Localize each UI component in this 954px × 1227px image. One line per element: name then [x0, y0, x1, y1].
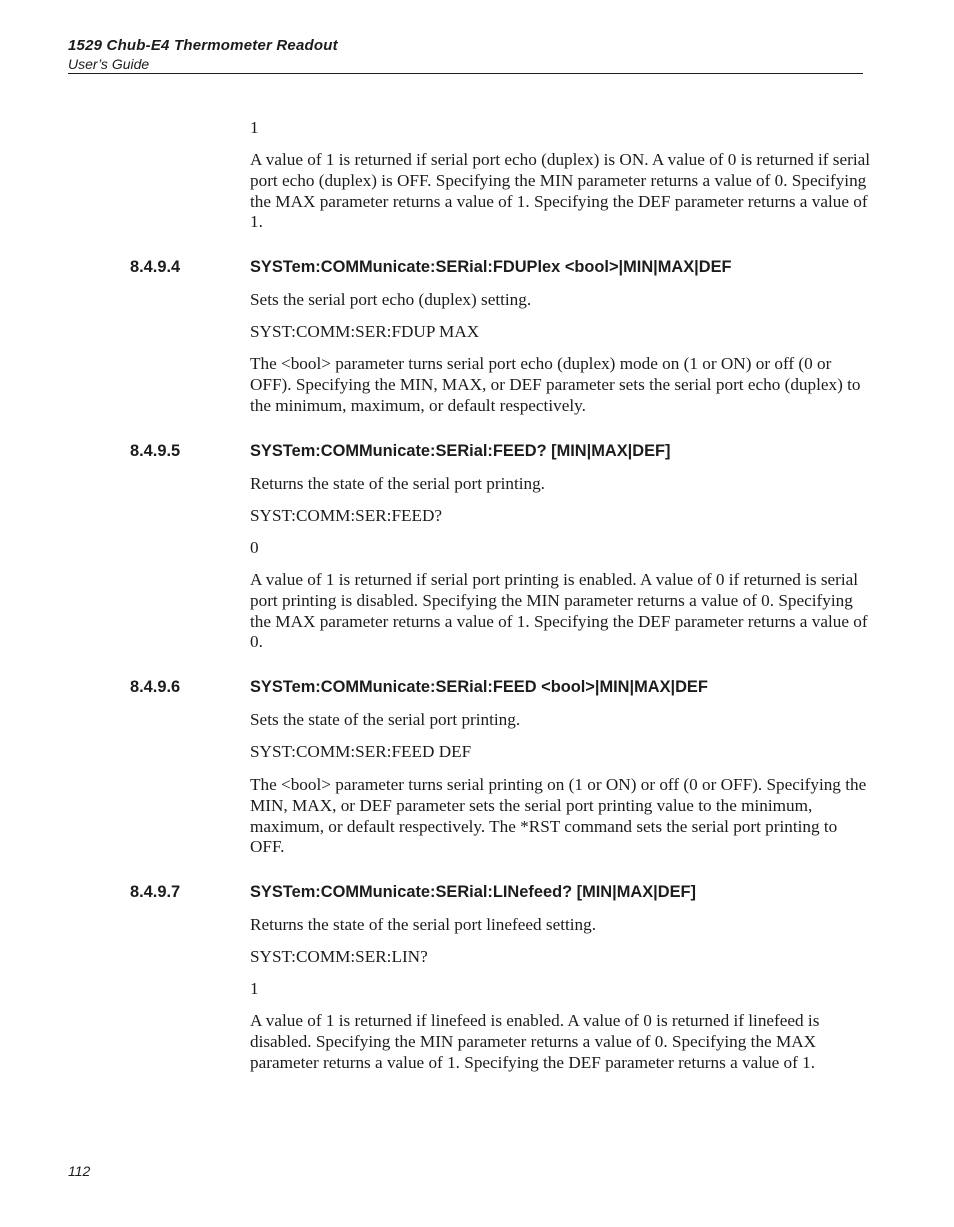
command-example: SYST:COMM:SER:LIN?: [250, 947, 428, 966]
section-heading: SYSTem:COMMunicate:SERial:LINefeed? [MIN|MAX|DEF]: [250, 883, 696, 901]
section-heading: SYSTem:COMMunicate:SERial:FEED? [MIN|MAX|DEF]: [250, 442, 671, 460]
command-example: SYST:COMM:SER:FEED DEF: [250, 742, 472, 761]
section-number: 8.4.9.6: [130, 678, 181, 696]
section-heading: SYSTem:COMMunicate:SERial:FEED <bool>|MIN|MAX|DEF: [250, 678, 708, 696]
command-example: SYST:COMM:SER:FDUP MAX: [250, 322, 480, 341]
intro-response: 1: [250, 118, 259, 137]
section-number: 8.4.9.5: [130, 442, 181, 460]
section-number: 8.4.9.4: [130, 258, 181, 276]
section-number: 8.4.9.7: [130, 883, 181, 901]
section-heading: SYSTem:COMMunicate:SERial:FDUPlex <bool>|MIN|MAX|DEF: [250, 258, 732, 276]
section-description: A value of 1 is returned if linefeed is enabled. A value of 0 is returned if linefeed is disabled. Specifying the MIN parameter returns a value of 0. Specifying the MAX parameter returns a value of 1. Specifying the DEF parameter returns a value of 1.: [250, 1011, 820, 1072]
section-summary: Returns the state of the serial port linefeed setting.: [250, 915, 597, 934]
running-header-subtitle: User’s Guide: [68, 56, 150, 72]
intro-description: A value of 1 is returned if serial port echo (duplex) is ON. A value of 0 is returned if serial port echo (duplex) is OFF. Specifying the MIN parameter returns a value of 0. Specifying the MAX parameter returns a value of 1. Specifying the DEF parameter returns a value of 1.: [250, 150, 871, 232]
page-number: 112: [68, 1163, 91, 1179]
section-summary: Sets the serial port echo (duplex) setting.: [250, 290, 532, 309]
section-summary: Returns the state of the serial port printing.: [250, 474, 545, 493]
command-response: 0: [250, 538, 259, 557]
section-summary: Sets the state of the serial port printing.: [250, 710, 521, 729]
running-header-title: 1529 Chub-E4 Thermometer Readout: [68, 37, 338, 54]
section-description: A value of 1 is returned if serial port printing is enabled. A value of 0 if returned is serial port printing is disabled. Specifying the MIN parameter returns a value of 0. Specifying the MAX parameter returns a value of 1. Specifying the DEF parameter returns a value of 0.: [250, 570, 868, 652]
command-example: SYST:COMM:SER:FEED?: [250, 506, 443, 525]
command-response: 1: [250, 979, 259, 998]
header-rule: [68, 73, 863, 74]
section-description: The <bool> parameter turns serial printing on (1 or ON) or off (0 or OFF). Specifying the MIN, MAX, or DEF parameter sets the serial port printing value to the minimum, maximum, or default respectively. The *RST command sets the serial port printing to OFF.: [250, 775, 867, 857]
section-description: The <bool> parameter turns serial port echo (duplex) mode on (1 or ON) or off (0 or OFF). Specifying the MIN, MAX, or DEF parameter sets the serial port echo (duplex) to the minimum, maximum, or default respectively.: [250, 354, 861, 415]
